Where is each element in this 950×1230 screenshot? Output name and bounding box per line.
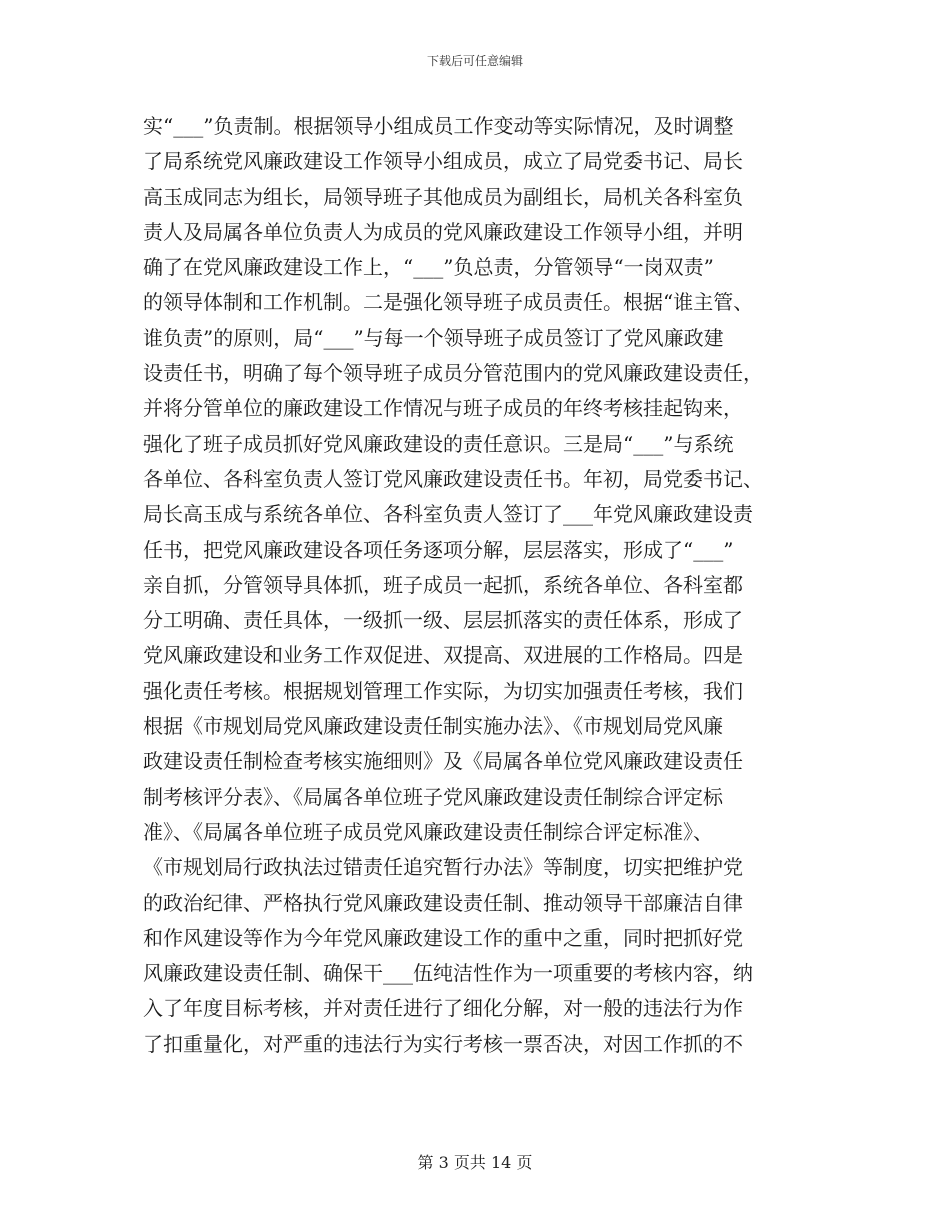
- body-line: 局长高玉成与系统各单位、各科室负责人签订了___年党风廉政建设责: [143, 502, 753, 527]
- page-header-note: 下载后可任意编辑: [426, 54, 523, 68]
- body-line: 并将分管单位的廉政建设工作情况与班子成员的年终考核挂起钩来，: [143, 396, 743, 421]
- body-line: 了扣重量化，对严重的违法行为实行考核一票否决，对因工作抓的不: [143, 1031, 743, 1056]
- body-line: 设责任书，明确了每个领导班子成员分管范围内的党风廉政建设责任，: [143, 361, 763, 386]
- body-line: 谁负责”的原则，局“___”与每一个领导班子成员签订了党风廉政建: [143, 325, 724, 350]
- body-line: 强化了班子成员抓好党风廉政建设的责任意识。三是局“___”与系统: [143, 431, 734, 456]
- body-line: 各单位、各科室负责人签订党风廉政建设责任书。年初，局党委书记、: [143, 466, 763, 491]
- body-line: 的政治纪律、严格执行党风廉政建设责任制、推动领导干部廉洁自律: [143, 890, 743, 915]
- body-line: 制考核评分表》、《局属各单位班子党风廉政建设责任制综合评定标: [143, 784, 723, 809]
- body-line: 和作风建设等作为今年党风廉政建设工作的重中之重，同时把抓好党: [143, 925, 743, 950]
- body-line: 了局系统党风廉政建设工作领导小组成员，成立了局党委书记、局长: [143, 149, 743, 174]
- body-line: 的领导体制和工作机制。二是强化领导班子成员责任。根据“谁主管、: [143, 290, 754, 315]
- page-number: 第 3 页共 14 页: [417, 1153, 533, 1172]
- body-line: 政建设责任制检查考核实施细则》及《局属各单位党风廉政建设责任: [143, 749, 743, 774]
- body-line: 风廉政建设责任制、确保干___伍纯洁性作为一项重要的考核内容，纳: [143, 961, 753, 986]
- document-body: [143, 109, 808, 1062]
- body-line: 确了在党风廉政建设工作上，“___”负总责，分管领导“一岗双责”: [143, 255, 714, 280]
- body-line: 实“___”负责制。根据领导小组成员工作变动等实际情况，及时调整: [143, 114, 734, 138]
- body-line: 责人及局属各单位负责人为成员的党风廉政建设工作领导小组，并明: [143, 219, 743, 244]
- body-line: 党风廉政建设和业务工作双促进、双提高、双进展的工作格局。四是: [143, 643, 743, 668]
- body-line: 分工明确、责任具体，一级抓一级、层层抓落实的责任体系，形成了: [143, 608, 743, 633]
- body-line: 强化责任考核。根据规划管理工作实际，为切实加强责任考核，我们: [143, 678, 743, 703]
- body-line: 高玉成同志为组长，局领导班子其他成员为副组长，局机关各科室负: [143, 184, 743, 209]
- body-line: 任书，把党风廉政建设各项任务逐项分解，层层落实，形成了“___”: [143, 537, 734, 562]
- body-line: 根据《市规划局党风廉政建设责任制实施办法》、《市规划局党风廉: [143, 714, 723, 739]
- body-line: 亲自抓，分管领导具体抓，班子成员一起抓，系统各单位、各科室都: [143, 572, 743, 597]
- body-line: 入了年度目标考核，并对责任进行了细化分解，对一般的违法行为作: [143, 996, 743, 1021]
- body-line: 准》、《局属各单位班子成员党风廉政建设责任制综合评定标准》、: [143, 819, 713, 844]
- body-line: 《市规划局行政执法过错责任追究暂行办法》等制度，切实把维护党: [143, 855, 743, 880]
